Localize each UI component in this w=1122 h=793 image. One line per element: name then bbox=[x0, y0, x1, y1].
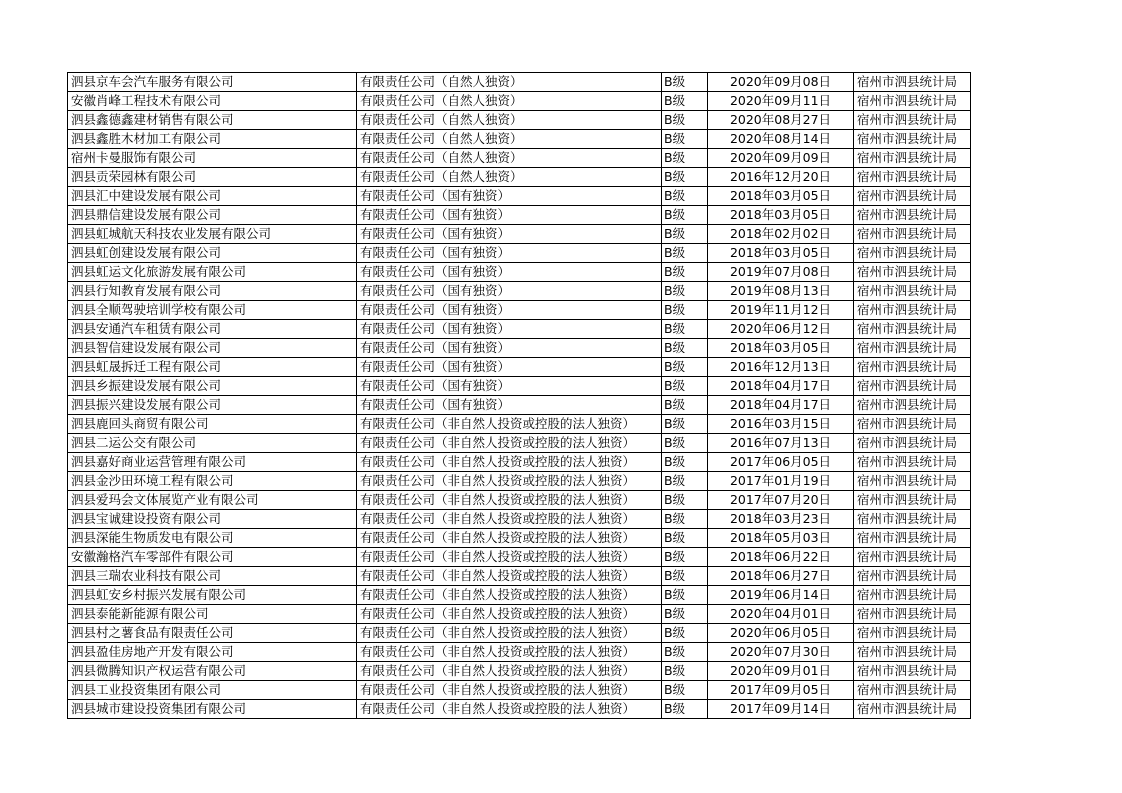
grade-cell: B级 bbox=[662, 529, 708, 548]
authority-cell: 宿州市泗县统计局 bbox=[854, 187, 971, 206]
company-type-cell: 有限责任公司（非自然人投资或控股的法人独资） bbox=[357, 605, 662, 624]
date-cell: 2016年12月20日 bbox=[708, 168, 854, 187]
company-type-cell: 有限责任公司（非自然人投资或控股的法人独资） bbox=[357, 681, 662, 700]
company-name-cell: 泗县全顺驾驶培训学校有限公司 bbox=[68, 301, 357, 320]
authority-cell: 宿州市泗县统计局 bbox=[854, 510, 971, 529]
grade-cell: B级 bbox=[662, 510, 708, 529]
company-type-cell: 有限责任公司（非自然人投资或控股的法人独资） bbox=[357, 548, 662, 567]
company-type-cell: 有限责任公司（非自然人投资或控股的法人独资） bbox=[357, 700, 662, 719]
table-row bbox=[68, 206, 971, 225]
grade-cell: B级 bbox=[662, 206, 708, 225]
company-name-cell: 泗县智信建设发展有限公司 bbox=[68, 339, 357, 358]
table-row bbox=[68, 92, 971, 111]
company-name-cell: 泗县爱玛会文体展览产业有限公司 bbox=[68, 491, 357, 510]
table-row bbox=[68, 643, 971, 662]
authority-cell: 宿州市泗县统计局 bbox=[854, 111, 971, 130]
company-name-cell: 泗县虹晟拆迁工程有限公司 bbox=[68, 358, 357, 377]
company-type-cell: 有限责任公司（非自然人投资或控股的法人独资） bbox=[357, 529, 662, 548]
grade-cell: B级 bbox=[662, 358, 708, 377]
company-table-body bbox=[68, 73, 971, 719]
company-table bbox=[67, 72, 971, 719]
grade-cell: B级 bbox=[662, 225, 708, 244]
table-row bbox=[68, 187, 971, 206]
company-name-cell: 泗县安通汽车租赁有限公司 bbox=[68, 320, 357, 339]
grade-cell: B级 bbox=[662, 92, 708, 111]
table-row bbox=[68, 244, 971, 263]
company-type-cell: 有限责任公司（非自然人投资或控股的法人独资） bbox=[357, 510, 662, 529]
date-cell: 2020年06月05日 bbox=[708, 624, 854, 643]
table-row bbox=[68, 282, 971, 301]
date-cell: 2018年03月05日 bbox=[708, 187, 854, 206]
date-cell: 2020年09月11日 bbox=[708, 92, 854, 111]
company-type-cell: 有限责任公司（非自然人投资或控股的法人独资） bbox=[357, 586, 662, 605]
company-name-cell: 泗县二运公交有限公司 bbox=[68, 434, 357, 453]
authority-cell: 宿州市泗县统计局 bbox=[854, 301, 971, 320]
grade-cell: B级 bbox=[662, 73, 708, 92]
grade-cell: B级 bbox=[662, 491, 708, 510]
company-type-cell: 有限责任公司（自然人独资） bbox=[357, 168, 662, 187]
grade-cell: B级 bbox=[662, 415, 708, 434]
table-row bbox=[68, 73, 971, 92]
grade-cell: B级 bbox=[662, 244, 708, 263]
date-cell: 2017年09月14日 bbox=[708, 700, 854, 719]
table-row bbox=[68, 472, 971, 491]
date-cell: 2019年06月14日 bbox=[708, 586, 854, 605]
table-row bbox=[68, 662, 971, 681]
company-name-cell: 泗县泰能新能源有限公司 bbox=[68, 605, 357, 624]
company-name-cell: 泗县三瑞农业科技有限公司 bbox=[68, 567, 357, 586]
company-table-container bbox=[67, 72, 971, 719]
company-name-cell: 安徽瀚格汽车零部件有限公司 bbox=[68, 548, 357, 567]
company-name-cell: 宿州卡曼服饰有限公司 bbox=[68, 149, 357, 168]
authority-cell: 宿州市泗县统计局 bbox=[854, 605, 971, 624]
authority-cell: 宿州市泗县统计局 bbox=[854, 339, 971, 358]
table-row bbox=[68, 168, 971, 187]
grade-cell: B级 bbox=[662, 700, 708, 719]
table-row bbox=[68, 586, 971, 605]
date-cell: 2019年11月12日 bbox=[708, 301, 854, 320]
company-name-cell: 安徽肖峰工程技术有限公司 bbox=[68, 92, 357, 111]
company-name-cell: 泗县贡荣园林有限公司 bbox=[68, 168, 357, 187]
authority-cell: 宿州市泗县统计局 bbox=[854, 453, 971, 472]
company-type-cell: 有限责任公司（国有独资） bbox=[357, 358, 662, 377]
authority-cell: 宿州市泗县统计局 bbox=[854, 130, 971, 149]
grade-cell: B级 bbox=[662, 472, 708, 491]
table-row bbox=[68, 453, 971, 472]
date-cell: 2018年06月22日 bbox=[708, 548, 854, 567]
authority-cell: 宿州市泗县统计局 bbox=[854, 263, 971, 282]
grade-cell: B级 bbox=[662, 149, 708, 168]
authority-cell: 宿州市泗县统计局 bbox=[854, 624, 971, 643]
table-row bbox=[68, 377, 971, 396]
date-cell: 2018年06月27日 bbox=[708, 567, 854, 586]
company-name-cell: 泗县虹安乡村振兴发展有限公司 bbox=[68, 586, 357, 605]
table-row bbox=[68, 681, 971, 700]
table-row bbox=[68, 510, 971, 529]
authority-cell: 宿州市泗县统计局 bbox=[854, 681, 971, 700]
table-row bbox=[68, 529, 971, 548]
company-name-cell: 泗县乡振建设发展有限公司 bbox=[68, 377, 357, 396]
authority-cell: 宿州市泗县统计局 bbox=[854, 358, 971, 377]
date-cell: 2020年09月01日 bbox=[708, 662, 854, 681]
date-cell: 2020年06月12日 bbox=[708, 320, 854, 339]
grade-cell: B级 bbox=[662, 282, 708, 301]
table-row bbox=[68, 149, 971, 168]
company-type-cell: 有限责任公司（国有独资） bbox=[357, 187, 662, 206]
company-type-cell: 有限责任公司（国有独资） bbox=[357, 396, 662, 415]
company-name-cell: 泗县鑫德鑫建材销售有限公司 bbox=[68, 111, 357, 130]
authority-cell: 宿州市泗县统计局 bbox=[854, 73, 971, 92]
table-row bbox=[68, 339, 971, 358]
grade-cell: B级 bbox=[662, 662, 708, 681]
grade-cell: B级 bbox=[662, 434, 708, 453]
company-type-cell: 有限责任公司（非自然人投资或控股的法人独资） bbox=[357, 434, 662, 453]
authority-cell: 宿州市泗县统计局 bbox=[854, 168, 971, 187]
company-type-cell: 有限责任公司（非自然人投资或控股的法人独资） bbox=[357, 472, 662, 491]
company-name-cell: 泗县嘉好商业运营管理有限公司 bbox=[68, 453, 357, 472]
company-type-cell: 有限责任公司（国有独资） bbox=[357, 206, 662, 225]
grade-cell: B级 bbox=[662, 168, 708, 187]
grade-cell: B级 bbox=[662, 548, 708, 567]
authority-cell: 宿州市泗县统计局 bbox=[854, 320, 971, 339]
grade-cell: B级 bbox=[662, 567, 708, 586]
authority-cell: 宿州市泗县统计局 bbox=[854, 282, 971, 301]
authority-cell: 宿州市泗县统计局 bbox=[854, 529, 971, 548]
grade-cell: B级 bbox=[662, 111, 708, 130]
table-row bbox=[68, 548, 971, 567]
table-row bbox=[68, 225, 971, 244]
table-row bbox=[68, 415, 971, 434]
date-cell: 2018年03月05日 bbox=[708, 244, 854, 263]
authority-cell: 宿州市泗县统计局 bbox=[854, 415, 971, 434]
authority-cell: 宿州市泗县统计局 bbox=[854, 472, 971, 491]
grade-cell: B级 bbox=[662, 396, 708, 415]
table-row bbox=[68, 111, 971, 130]
date-cell: 2018年03月05日 bbox=[708, 339, 854, 358]
date-cell: 2017年01月19日 bbox=[708, 472, 854, 491]
grade-cell: B级 bbox=[662, 681, 708, 700]
grade-cell: B级 bbox=[662, 187, 708, 206]
company-name-cell: 泗县金沙田环境工程有限公司 bbox=[68, 472, 357, 491]
table-row bbox=[68, 491, 971, 510]
company-type-cell: 有限责任公司（自然人独资） bbox=[357, 92, 662, 111]
company-type-cell: 有限责任公司（非自然人投资或控股的法人独资） bbox=[357, 662, 662, 681]
table-row bbox=[68, 434, 971, 453]
authority-cell: 宿州市泗县统计局 bbox=[854, 92, 971, 111]
company-name-cell: 泗县虹城航天科技农业发展有限公司 bbox=[68, 225, 357, 244]
date-cell: 2018年05月03日 bbox=[708, 529, 854, 548]
company-name-cell: 泗县工业投资集团有限公司 bbox=[68, 681, 357, 700]
company-type-cell: 有限责任公司（非自然人投资或控股的法人独资） bbox=[357, 567, 662, 586]
company-name-cell: 泗县鑫胜木材加工有限公司 bbox=[68, 130, 357, 149]
company-type-cell: 有限责任公司（国有独资） bbox=[357, 244, 662, 263]
grade-cell: B级 bbox=[662, 301, 708, 320]
date-cell: 2020年08月14日 bbox=[708, 130, 854, 149]
authority-cell: 宿州市泗县统计局 bbox=[854, 377, 971, 396]
authority-cell: 宿州市泗县统计局 bbox=[854, 244, 971, 263]
authority-cell: 宿州市泗县统计局 bbox=[854, 643, 971, 662]
date-cell: 2018年04月17日 bbox=[708, 377, 854, 396]
date-cell: 2018年04月17日 bbox=[708, 396, 854, 415]
company-name-cell: 泗县振兴建设发展有限公司 bbox=[68, 396, 357, 415]
company-type-cell: 有限责任公司（国有独资） bbox=[357, 320, 662, 339]
grade-cell: B级 bbox=[662, 605, 708, 624]
company-type-cell: 有限责任公司（国有独资） bbox=[357, 339, 662, 358]
authority-cell: 宿州市泗县统计局 bbox=[854, 434, 971, 453]
company-name-cell: 泗县鼎信建设发展有限公司 bbox=[68, 206, 357, 225]
company-type-cell: 有限责任公司（国有独资） bbox=[357, 377, 662, 396]
date-cell: 2016年12月13日 bbox=[708, 358, 854, 377]
company-type-cell: 有限责任公司（非自然人投资或控股的法人独资） bbox=[357, 643, 662, 662]
table-row bbox=[68, 320, 971, 339]
grade-cell: B级 bbox=[662, 339, 708, 358]
date-cell: 2020年09月08日 bbox=[708, 73, 854, 92]
company-name-cell: 泗县虹运文化旅游发展有限公司 bbox=[68, 263, 357, 282]
company-type-cell: 有限责任公司（非自然人投资或控股的法人独资） bbox=[357, 453, 662, 472]
company-name-cell: 泗县微腾知识产权运营有限公司 bbox=[68, 662, 357, 681]
table-row bbox=[68, 358, 971, 377]
date-cell: 2016年07月13日 bbox=[708, 434, 854, 453]
table-row bbox=[68, 396, 971, 415]
authority-cell: 宿州市泗县统计局 bbox=[854, 662, 971, 681]
company-name-cell: 泗县深能生物质发电有限公司 bbox=[68, 529, 357, 548]
grade-cell: B级 bbox=[662, 643, 708, 662]
date-cell: 2020年08月27日 bbox=[708, 111, 854, 130]
grade-cell: B级 bbox=[662, 263, 708, 282]
date-cell: 2020年09月09日 bbox=[708, 149, 854, 168]
authority-cell: 宿州市泗县统计局 bbox=[854, 548, 971, 567]
table-row bbox=[68, 605, 971, 624]
table-row bbox=[68, 567, 971, 586]
company-type-cell: 有限责任公司（非自然人投资或控股的法人独资） bbox=[357, 491, 662, 510]
company-name-cell: 泗县盈佳房地产开发有限公司 bbox=[68, 643, 357, 662]
date-cell: 2019年07月08日 bbox=[708, 263, 854, 282]
company-name-cell: 泗县宝诚建设投资有限公司 bbox=[68, 510, 357, 529]
company-type-cell: 有限责任公司（自然人独资） bbox=[357, 149, 662, 168]
date-cell: 2020年04月01日 bbox=[708, 605, 854, 624]
table-row bbox=[68, 263, 971, 282]
date-cell: 2019年08月13日 bbox=[708, 282, 854, 301]
authority-cell: 宿州市泗县统计局 bbox=[854, 396, 971, 415]
company-name-cell: 泗县城市建设投资集团有限公司 bbox=[68, 700, 357, 719]
company-type-cell: 有限责任公司（非自然人投资或控股的法人独资） bbox=[357, 624, 662, 643]
date-cell: 2018年02月02日 bbox=[708, 225, 854, 244]
table-row bbox=[68, 700, 971, 719]
company-name-cell: 泗县村之薯食品有限责任公司 bbox=[68, 624, 357, 643]
authority-cell: 宿州市泗县统计局 bbox=[854, 491, 971, 510]
authority-cell: 宿州市泗县统计局 bbox=[854, 567, 971, 586]
authority-cell: 宿州市泗县统计局 bbox=[854, 586, 971, 605]
company-type-cell: 有限责任公司（非自然人投资或控股的法人独资） bbox=[357, 415, 662, 434]
company-type-cell: 有限责任公司（国有独资） bbox=[357, 263, 662, 282]
grade-cell: B级 bbox=[662, 320, 708, 339]
company-name-cell: 泗县行知教育发展有限公司 bbox=[68, 282, 357, 301]
date-cell: 2017年07月20日 bbox=[708, 491, 854, 510]
date-cell: 2018年03月05日 bbox=[708, 206, 854, 225]
table-row bbox=[68, 130, 971, 149]
date-cell: 2017年09月05日 bbox=[708, 681, 854, 700]
date-cell: 2018年03月23日 bbox=[708, 510, 854, 529]
grade-cell: B级 bbox=[662, 586, 708, 605]
date-cell: 2020年07月30日 bbox=[708, 643, 854, 662]
table-row bbox=[68, 301, 971, 320]
company-type-cell: 有限责任公司（自然人独资） bbox=[357, 73, 662, 92]
grade-cell: B级 bbox=[662, 624, 708, 643]
authority-cell: 宿州市泗县统计局 bbox=[854, 225, 971, 244]
authority-cell: 宿州市泗县统计局 bbox=[854, 206, 971, 225]
company-type-cell: 有限责任公司（国有独资） bbox=[357, 301, 662, 320]
table-row bbox=[68, 624, 971, 643]
grade-cell: B级 bbox=[662, 130, 708, 149]
company-type-cell: 有限责任公司（国有独资） bbox=[357, 225, 662, 244]
company-name-cell: 泗县虹创建设发展有限公司 bbox=[68, 244, 357, 263]
company-type-cell: 有限责任公司（自然人独资） bbox=[357, 111, 662, 130]
company-type-cell: 有限责任公司（自然人独资） bbox=[357, 130, 662, 149]
grade-cell: B级 bbox=[662, 453, 708, 472]
authority-cell: 宿州市泗县统计局 bbox=[854, 700, 971, 719]
company-name-cell: 泗县京车会汽车服务有限公司 bbox=[68, 73, 357, 92]
grade-cell: B级 bbox=[662, 377, 708, 396]
authority-cell: 宿州市泗县统计局 bbox=[854, 149, 971, 168]
company-name-cell: 泗县鹿回头商贸有限公司 bbox=[68, 415, 357, 434]
company-name-cell: 泗县汇中建设发展有限公司 bbox=[68, 187, 357, 206]
date-cell: 2017年06月05日 bbox=[708, 453, 854, 472]
date-cell: 2016年03月15日 bbox=[708, 415, 854, 434]
company-type-cell: 有限责任公司（国有独资） bbox=[357, 282, 662, 301]
